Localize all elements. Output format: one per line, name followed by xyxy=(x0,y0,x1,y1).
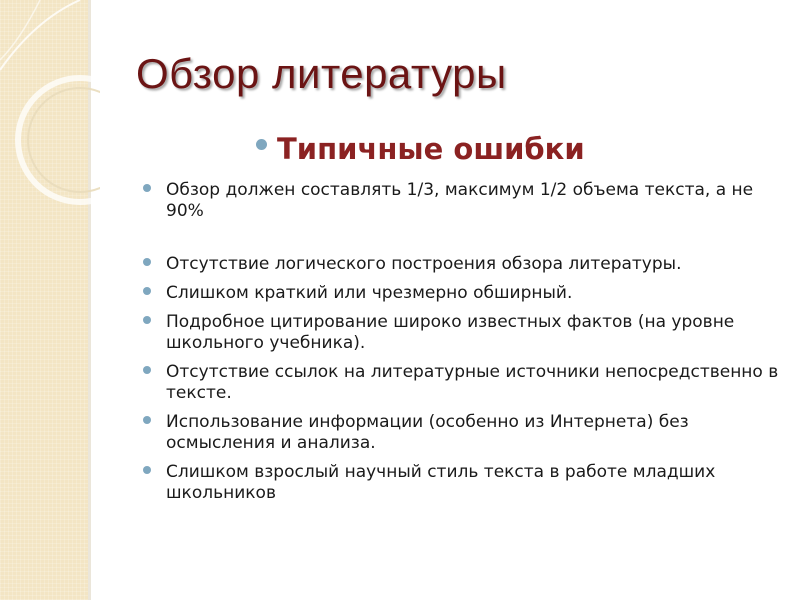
list-item xyxy=(142,312,782,354)
round-bullet-icon xyxy=(142,315,152,325)
subtitle-row xyxy=(256,132,585,166)
list-item-text: Слишком краткий или чрезмерно обширный. xyxy=(166,283,573,303)
list-item xyxy=(142,462,782,504)
slide-title: Обзор литературы xyxy=(136,50,507,97)
list-item-text: Отсутствие ссылок на литературные источники непосредственно в тексте. xyxy=(166,362,779,403)
list-item xyxy=(142,254,782,275)
list-item-text: Подробное цитирование широко известных фактов (на уровне школьного учебника). xyxy=(166,312,735,353)
round-bullet-icon xyxy=(142,183,152,193)
decorative-circles-icon xyxy=(0,0,100,220)
list-item-text: Отсутствие логического построения обзора литературы. xyxy=(166,254,682,274)
list-item xyxy=(142,362,782,404)
round-bullet-icon xyxy=(142,286,152,296)
round-bullet-icon xyxy=(142,415,152,425)
list-item xyxy=(142,412,782,454)
list-item-text: Обзор должен составлять 1/3, максимум 1/2 объема текста, а не 90% xyxy=(166,180,754,221)
round-bullet-icon xyxy=(142,465,152,475)
round-bullet-icon xyxy=(142,257,152,267)
bullet-list xyxy=(142,180,782,512)
round-bullet-icon xyxy=(142,365,152,375)
slide-subtitle: Типичные ошибки xyxy=(277,132,585,166)
list-item-text: Слишком взрослый научный стиль текста в работе младших школьников xyxy=(166,462,716,503)
round-bullet-icon xyxy=(256,139,267,150)
list-item xyxy=(142,283,782,304)
list-item-text: Использование информации (особенно из Интернета) без осмысления и анализа. xyxy=(166,412,689,453)
list-item xyxy=(142,180,782,222)
